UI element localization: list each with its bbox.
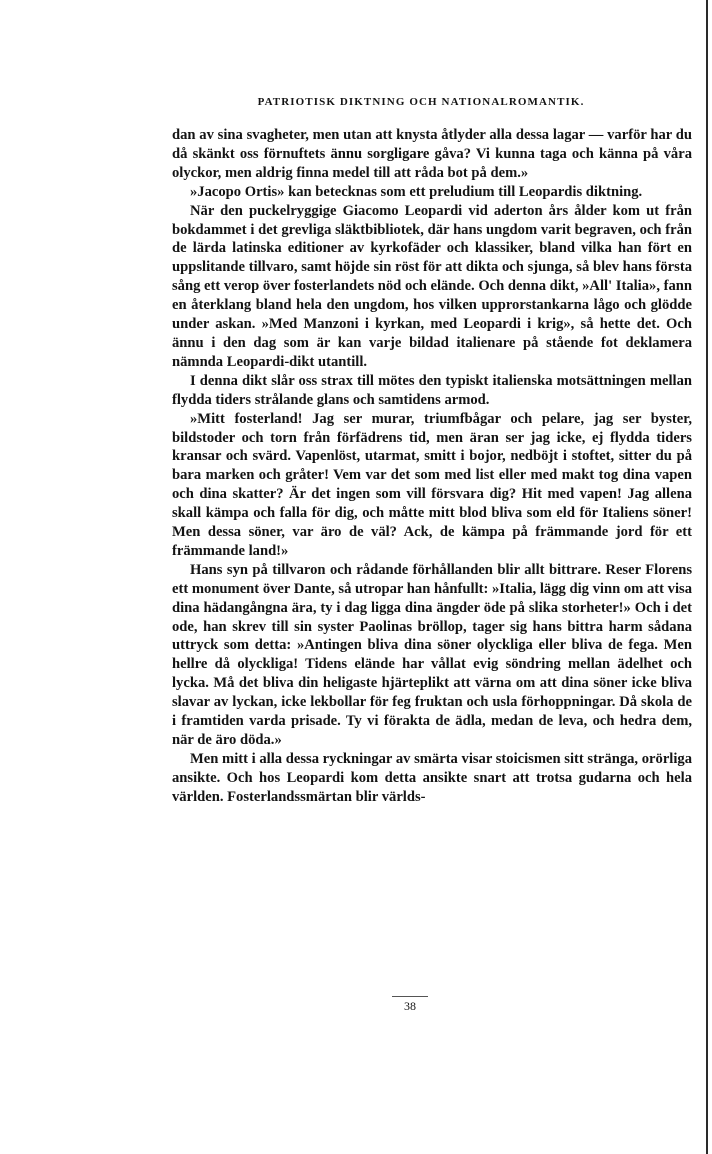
paragraph: När den puckelryggige Giacomo Leopardi vid aderton års ålder kom ut från bokdammet i det grevliga släktbibliotek, där hans ungdom varit begraven, och från de lärda latinska editioner av kyrkofäder och klassiker, bland vilka han fört en uppslitande tillvaro, samt höjde sin röst för att dikta och sjunga, så blev hans första sång ett verop över fosterlandets nöd och elände. Och denna dikt, »All' Italia», fann en återklang bland hela den ungdom, hos vilken upprorstankarna lågo och glödde under askan. »Med Manzoni i kyrkan, med Leopardi i krig», så hette det. Och ännu i den dag som är kan varje bildad italienare på stående fot deklamera nämnda Leopardi-dikt utantill. — [172, 202, 693, 370]
paragraph: »Mitt fosterland! Jag ser murar, triumfbågar och pelare, jag ser byster, bildstoder och torn från förfädrens tid, men äran ser jag icke, ej flydda tiders kransar och svärd. Vapenlöst, utarmat, smitt i bojor, nedböjt i stoftet, sitter du på bara marken och gråter! Vem var det som med list eller med makt tog dina vapen och dina skatter? Är det ingen som vill försvara dig? Hit med vapen! Jag allena skall kämpa och falla för dig, och måtte mitt blod bliva som eld för Italiens söner! Men dessa söner, var äro de väl? Ack, de kämpa på främmande jord för ett främmande land!» — [172, 410, 692, 559]
paragraph: »Jacopo Ortis» kan betecknas som ett preludium till Leopardis diktning. — [190, 183, 643, 200]
paragraph: Hans syn på tillvaron och rådande förhållanden blir allt bittrare. Reser Florens ett monument över Dante, så utropar han hånfullt: »Italia, lägg dig vinn om att visa dina hädangångna ära, ty i dag ligga dina ängder öde på slika storheter!» Och i det ode, han skrev till sin syster Paolinas bröllop, tager sig hans bittra harm sådana uttryck som detta: »Antingen bliva dina söner olyckliga eller bliva de fega. Men hellre då olyckliga! Tidens elände har vållat evig söndring mellan ädelhet och lycka. Må det bliva din heligaste hjärteplikt att värna om att dina söner icke bliva slavar av lyckan, icke lekbollar för feg fruktan och usla förhoppningar. Då skola de i framtiden varda prisade. Ty vi förakta de ädla, medan de leva, och hedra dem, när de äro döda.» — [172, 561, 692, 748]
page-number: 38 — [392, 996, 428, 1014]
paragraph: Men mitt i alla dessa ryckningar av smärta visar stoicismen sitt stränga, orörliga ansikte. Och hos Leopardi kom detta ansikte snart att trotsa gudarna och hela världen. Fosterlandssmärtan blir världs- — [172, 750, 692, 805]
paragraph: I denna dikt slår oss strax till mötes den typiskt italienska motsättningen mellan flydda tiders strålande glans och samtidens armod. — [172, 372, 692, 408]
body-text — [172, 126, 692, 807]
running-head: PATRIOTISK DIKTNING OCH NATIONALROMANTIK. — [257, 96, 585, 108]
page-edge-line — [706, 0, 708, 1154]
paragraph: dan av sina svagheter, men utan att knysta åtlyder alla dessa lagar — varför har du då skänkt oss förnuftets ännu sorgligare gåva? Vi kunna taga och känna på våra olyckor, men aldrig finna medel till att råda bot på dem.» — [172, 127, 692, 181]
